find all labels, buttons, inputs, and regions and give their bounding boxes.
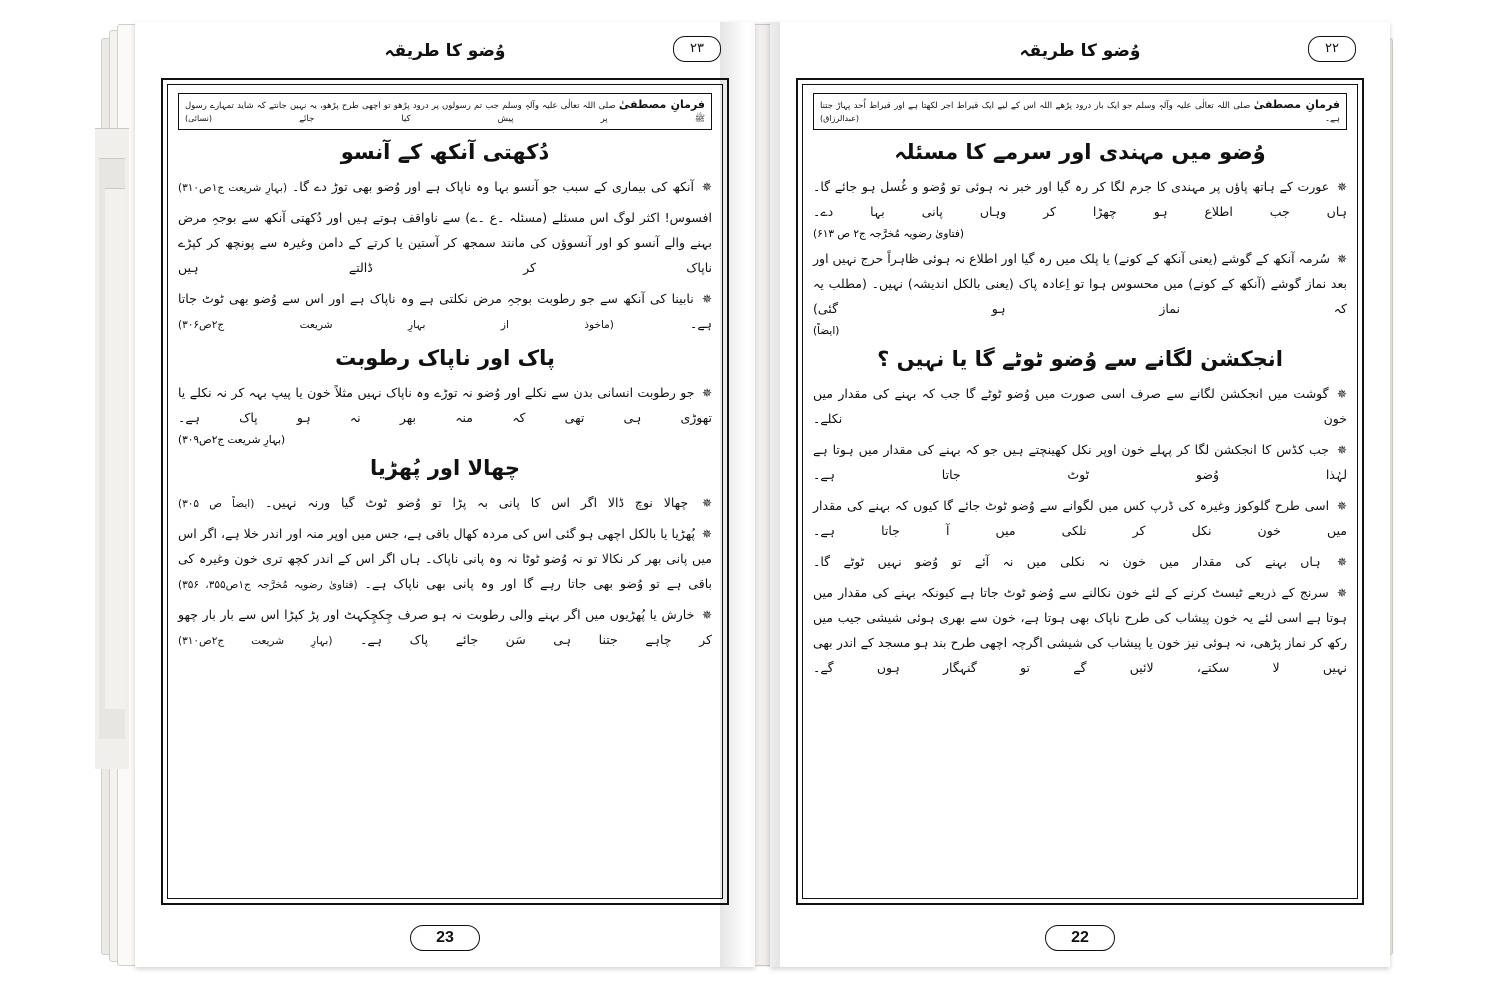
paragraph-text: گوشت میں انجکشن لگانے سے صرف اسی صورت میں وُضو ٹوٹے گا جب کہ بہنے کی مقدار میں خون نکلے۔ bbox=[813, 386, 1347, 427]
page-22-header bbox=[770, 22, 1390, 78]
bullet-icon: ✵ bbox=[1336, 443, 1347, 458]
bullet-icon: ✵ bbox=[701, 386, 712, 401]
bullet-icon: ✵ bbox=[1336, 499, 1347, 514]
paragraph bbox=[178, 174, 712, 199]
paragraph bbox=[178, 602, 712, 652]
bullet-icon: ✵ bbox=[1336, 555, 1347, 570]
page-22-header-number: ۲۲ bbox=[1308, 36, 1356, 62]
paragraph bbox=[813, 246, 1347, 321]
paragraph-text: نابینا کی آنکھ سے جو رطوبت بوجہِ مرض نکلتی ہے وہ ناپاک ہے اور اس سے وُضو بھی ٹوٹ جاتا ہے۔ bbox=[178, 291, 712, 332]
paragraph-text: چھالا نوچ ڈالا اگر اس کا پانی بہ پڑا تو وُضو ٹوٹ گیا ورنہ نہیں۔ bbox=[265, 495, 689, 511]
paragraph bbox=[178, 286, 712, 336]
page-22-footer-number: 22 bbox=[1045, 925, 1115, 951]
page-23-header-number: ۲۳ bbox=[673, 36, 721, 62]
paragraph bbox=[813, 493, 1347, 543]
reference: (ایضاً ص ۳۰۵) bbox=[178, 498, 255, 511]
running-title-23: وُضو کا طریقہ bbox=[384, 41, 506, 61]
farman-label-22: فرمانِ مصطفیٰ bbox=[1253, 98, 1340, 111]
paragraph bbox=[813, 549, 1347, 574]
reference: (بہارِ شریعت ج۲ص۳۱۰) bbox=[178, 635, 333, 648]
paragraph-text: آنکھ کی بیماری کے سبب جو آنسو بہا وہ ناپاک ہے اور وُضو بھی توڑ دے گا۔ bbox=[291, 179, 694, 195]
reference: (ماخوذ از بہارِ شریعت ج۲ص۳۰۶) bbox=[178, 319, 614, 332]
running-title-22: وُضو کا طریقہ bbox=[1019, 41, 1141, 61]
paragraph-text: افسوس! اکثر لوگ اس مسئلے (مسئلہ ۔ع ۔ے) سے ناواقف ہوتے ہیں اور دُکھتی آنکھ سے بوجہِ مرض بہنے والے آنسو کو اور آنسوؤں کی مانند سمجھ کر آستین یا کرتے کے دامن وغیرہ سے پونچھ کر کپڑے ناپاک کر ڈالتے ہیں bbox=[178, 210, 712, 276]
section-title-mehndi-surma: وُضو میں مہندی اور سرمے کا مسئلہ bbox=[894, 140, 1266, 165]
paragraph bbox=[813, 381, 1347, 431]
farman-source-23: (نسائی) bbox=[185, 113, 212, 123]
reference: (فتاویٰ رضویہ مُخرَّجہ ج۱ص۳۵۵، ۳۵۶) bbox=[178, 579, 358, 592]
paragraph-text: جب کڈس کا انجکشن لگا کر پہلے خون اوپر نکل کھینچتے ہیں جو کہ بہنے کی مقدار میں ہوتا ہے لہٰذا وُضو ٹوٹ جاتا ہے۔ bbox=[813, 442, 1347, 483]
paragraph bbox=[178, 521, 712, 596]
page-23 bbox=[135, 22, 755, 967]
paragraph bbox=[813, 437, 1347, 487]
page-23-header bbox=[135, 22, 755, 78]
paragraph bbox=[813, 580, 1347, 680]
paragraph-text: عورت کے ہاتھ پاؤں پر مہندی کا جرم لگا کر رہ گیا اور خبر نہ ہوئی تو وُضو و غُسل ہو جائے گا۔ ہاں جب اطلاع ہو چھڑا کر وہاں پانی بہا دے۔ bbox=[813, 179, 1347, 220]
paragraph-text: خارش یا پُھڑیوں میں اگر بہنے والی رطوبت نہ ہو صرف چِکچِکہٹ اور پڑ کپڑا اس سے بار بار چھو کر چاہے جتنا ہی سَن جائے پاک ہے۔ bbox=[178, 607, 712, 648]
paragraph-text: سُرمہ آنکھ کے گوشے (یعنی آنکھ کے کونے) یا پلک میں رہ گیا اور اطلاع نہ ہوئی ظاہراً حرج نہیں اور بعد نماز گوشے (آنکھ کے کونے) میں محسوس ہوا تو اِعادہ پاک (یعنی بالکل اندیشہ) نہیں۔ (مطلب یہ کہ نماز ہو گئی) bbox=[813, 251, 1347, 317]
section-title-blister-boil: چھالا اور پُھڑیا bbox=[369, 456, 521, 481]
paragraph-text: پُھڑیا یا بالکل اچھی ہو گئی اس کی مردہ کھال باقی ہے، جس میں اوپر منہ اور اندر خلا ہے، اگر اس میں پانی بھر کر نکالا تو نہ وُضو ٹوٹا نہ وہ پانی ناپاک۔ ہاں اگر اس کے اندر کچھ تری خون وغیرہ کی باقی ہے تو وُضو بھی جاتا رہے گا اور وہ پانی بھی ناپاک ہے۔ bbox=[178, 526, 712, 592]
paragraph bbox=[813, 174, 1347, 224]
bullet-icon: ✵ bbox=[1336, 586, 1347, 601]
section-title-eye-tears: دُکھتی آنکھ کے آنسو bbox=[340, 140, 550, 165]
paragraph bbox=[178, 490, 712, 515]
paragraph-text: سرنج کے ذریعے ٹیسٹ کرنے کے لئے خون نکالنے سے وُضو ٹوٹ جاتا ہے کیونکہ بہنے کی مقدار میں ہوتا ہے اسی لئے یہ خون پیشاب کی طرح ناپاک بھی ہوتا ہے، خون سے بھری ہوئی شیشی جیب میں رکھ کر نماز پڑھی، نہ ہوئی نیز خون یا پیشاب کی شیشی اگرچہ اچھی طرح بند ہو مسجد کے اندر بھی نہیں لا سکتے، لائیں گے تو گنہگار ہوں گے۔ bbox=[813, 585, 1347, 676]
paragraph bbox=[178, 380, 712, 430]
page-23-footer bbox=[135, 925, 755, 951]
bullet-icon: ✵ bbox=[1336, 180, 1347, 195]
paper-stack bbox=[95, 8, 1395, 983]
section-title-injection: انجکشن لگانے سے وُضو ٹوٹے گا یا نہیں ؟ bbox=[877, 347, 1283, 372]
page-22-farman-box bbox=[813, 93, 1347, 130]
paragraph-text: جو رطوبت انسانی بدن سے نکلے اور وُضو نہ توڑے وہ ناپاک نہیں مثلاً خون یا پیپ بہہ کر نہ نکلے یا تھوڑی ہی تھی کہ منہ بھر نہ ہو پاک ہے۔ bbox=[178, 385, 712, 426]
page-23-frame bbox=[161, 78, 729, 905]
bullet-icon: ✵ bbox=[1336, 387, 1347, 402]
farman-source-22: (عبدالرزاق) bbox=[820, 113, 859, 123]
farman-honorific-22: صلی اللہ تعالٰی علیہ وآلہٖ وسلم bbox=[1135, 101, 1251, 111]
page-22-frame bbox=[796, 78, 1364, 905]
reference: (ایضاً) bbox=[813, 325, 840, 338]
bullet-icon: ✵ bbox=[701, 180, 712, 195]
reference: (فتاویٰ رضویہ مُخرَّجہ ج۲ ص ۶۱۳) bbox=[813, 228, 964, 241]
reference: (بہارِ شریعت ج۱ص۳۱۰) bbox=[178, 182, 288, 195]
page-23-farman-box bbox=[178, 93, 712, 130]
page-22 bbox=[770, 22, 1390, 967]
farman-text-22: جو ایک بار درود پڑھے اللہ اس کے لیے ایک قیراط اجر لکھتا ہے اور قیراط اُحد پہاڑ جتنا ہے۔ bbox=[820, 101, 1340, 124]
section-title-pure-impure-moisture: پاک اور ناپاک رطوبت bbox=[335, 346, 555, 371]
paragraph-text: اسی طرح گلوکوز وغیرہ کی ڈرپ کس میں لگوانے سے وُضو ٹوٹ جائے گا کیوں کہ بہنے کی مقدار میں خون نکل کر نلکی میں آ جاتا ہے۔ bbox=[813, 498, 1347, 539]
page-22-footer bbox=[770, 925, 1390, 951]
bullet-icon: ✵ bbox=[701, 292, 712, 307]
page-23-footer-number: 23 bbox=[410, 925, 480, 951]
bullet-icon: ✵ bbox=[1336, 252, 1347, 267]
farman-text-23: جب تم رسولوں پر درود پڑھو تو اچھی طرح پڑھو، یہ نہیں جانتے کہ شاید تمہارے رسول ﷺ پر پیش کیا جائے bbox=[185, 101, 706, 124]
bullet-icon: ✵ bbox=[701, 496, 712, 511]
bullet-icon: ✵ bbox=[701, 608, 712, 623]
reference: (بہارِ شریعت ج۲ص۳۰۹) bbox=[178, 434, 286, 447]
farman-label-23: فرمانِ مصطفیٰ bbox=[618, 98, 705, 111]
paragraph-text: ہاں بہنے کی مقدار میں خون نہ نکلی میں نہ آئے تو وُضو نہیں ٹوٹے گا۔ bbox=[813, 554, 1321, 570]
paragraph bbox=[178, 205, 712, 280]
farman-honorific-23: صلی اللہ تعالٰی علیہ وآلہٖ وسلم bbox=[502, 101, 616, 111]
bullet-icon: ✵ bbox=[701, 527, 712, 542]
